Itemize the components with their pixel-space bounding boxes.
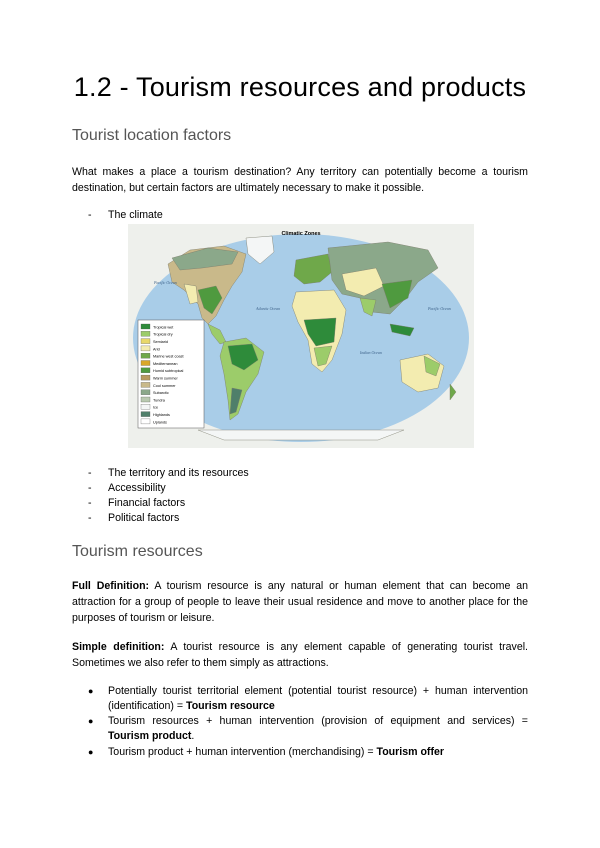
bullet-item-resource: [88, 684, 528, 714]
legend-label: Cool summer: [153, 383, 176, 388]
bullet-item-offer: [88, 745, 528, 760]
legend-label: Highlands: [153, 413, 170, 417]
simple-definition-text: A tourist resource is any element capable of generating tourist travel. Sometimes we also refer to them simply as attractions.: [72, 641, 529, 669]
factor-label: Political factors: [108, 512, 180, 524]
bullet-tail-text: .: [191, 730, 195, 742]
legend-swatch: [141, 324, 150, 329]
legend-label: Arid: [153, 347, 160, 352]
bullet-plain-text: Potentially tourist territorial element (potential tourist resource) + human intervention (identification) =: [108, 685, 528, 712]
section-heading-tourism-resources: Tourism resources: [72, 543, 203, 560]
bullet-text: [108, 714, 528, 744]
ocean-label-atlantic: Atlantic Ocean: [256, 306, 281, 311]
page-title: 1.2 - Tourism resources and products: [73, 72, 527, 102]
legend-swatch: [141, 390, 150, 395]
full-definition-label: Full Definition:: [72, 580, 150, 592]
legend-label: Humid subtropical: [153, 369, 184, 374]
ocean-label-indian: Indian Ocean: [360, 350, 382, 355]
dash-marker: -: [88, 467, 92, 479]
legend-label: Tropical dry: [153, 332, 173, 337]
ocean-label-pacific-east: Pacific Ocean: [428, 306, 451, 311]
antarctica: [198, 430, 404, 440]
legend-swatch: [141, 368, 150, 373]
bullet-marker: ●: [88, 716, 94, 726]
legend-swatch: [141, 375, 150, 380]
legend-swatch: [141, 331, 150, 336]
legend-label: Ice: [153, 405, 159, 410]
factor-label: The territory and its resources: [108, 467, 249, 479]
legend-label: Uplands: [153, 420, 167, 425]
legend-swatch: [141, 361, 150, 366]
simple-definition-paragraph: [72, 639, 528, 671]
factor-label: Accessibility: [108, 482, 166, 494]
legend-swatch: [141, 339, 150, 344]
bullet-marker: ●: [88, 747, 94, 757]
legend-label: Subarctic: [153, 391, 169, 396]
bullet-plain-text: Tourism product + human intervention (merchandising) =: [108, 746, 377, 758]
bullet-bold-text: Tourism resource: [186, 700, 275, 712]
climatic-zones-map: [128, 224, 474, 448]
legend-label: Semiarid: [153, 340, 168, 344]
legend-swatch: [141, 419, 150, 424]
bullet-item-product: [88, 714, 528, 744]
legend-swatch: [141, 404, 150, 409]
dash-marker: -: [88, 209, 92, 221]
dash-marker: -: [88, 512, 92, 524]
legend-swatch: [141, 412, 150, 417]
ocean-label-pacific-west: Pacific Ocean: [154, 280, 177, 285]
bullet-bold-text: Tourism product: [108, 730, 192, 742]
full-definition-paragraph: [72, 578, 528, 626]
bullet-marker: ●: [88, 686, 94, 696]
bullet-text: [108, 684, 528, 714]
factor-label: The climate: [108, 209, 163, 221]
dash-marker: -: [88, 482, 92, 494]
map-title: Climatic Zones: [281, 231, 321, 237]
intro-paragraph: What makes a place a tourism destination? Any territory can potentially become a tourism destination, but certain factors are ultimately necessary to make it possible.: [72, 166, 528, 194]
legend-label: Marine west coast: [153, 354, 184, 359]
legend-swatch: [141, 382, 150, 387]
legend-swatch: [141, 353, 150, 358]
legend-label: Warm summer: [153, 376, 178, 381]
legend-swatch: [141, 397, 150, 402]
dash-marker: -: [88, 497, 92, 509]
legend-label: Tundra: [153, 398, 165, 403]
legend-label: Tropical wet: [153, 325, 174, 330]
simple-definition-label: Simple definition:: [72, 641, 165, 653]
factor-label: Financial factors: [108, 497, 186, 509]
section-heading-location-factors: Tourist location factors: [72, 127, 232, 144]
bullet-plain-text: Tourism resources + human intervention (provision of equipment and services) =: [108, 715, 528, 727]
legend-label: Mediterranean: [153, 361, 178, 366]
bullet-text: [108, 745, 528, 760]
legend-swatch: [141, 346, 150, 351]
bullet-bold-text: Tourism offer: [376, 746, 445, 758]
full-definition-text: A tourism resource is any natural or human element that can become an attraction for a group of people to leave their usual residence and move to another place for the purposes of tourism or leisure.: [72, 580, 528, 624]
